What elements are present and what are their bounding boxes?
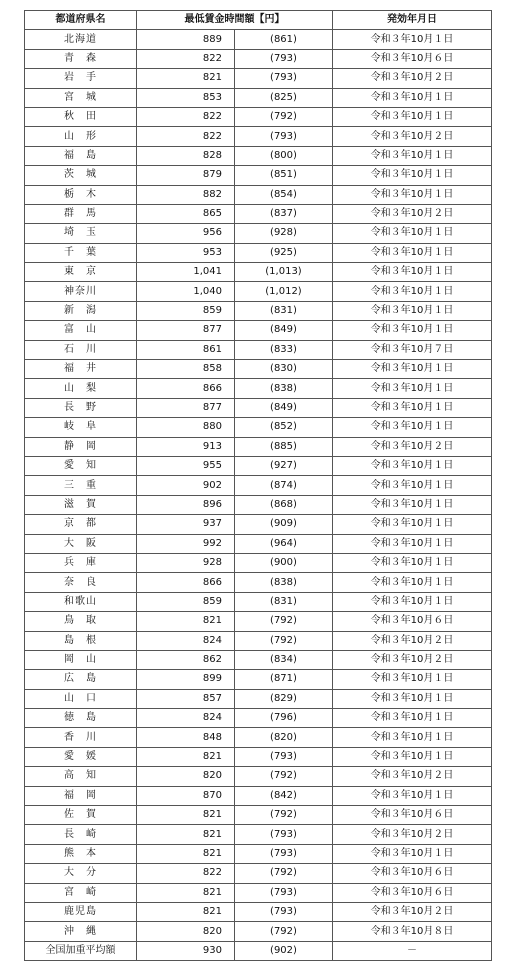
table-row <box>25 243 492 262</box>
table-row <box>25 69 492 88</box>
wage-cell: 882 <box>137 185 235 204</box>
prefecture-cell: 和歌山 <box>25 592 137 611</box>
prefecture-cell: 千 葉 <box>25 243 137 262</box>
prefecture-cell: 愛 知 <box>25 456 137 475</box>
prefecture-cell: 愛 媛 <box>25 747 137 766</box>
previous-wage-cell: (792) <box>235 612 333 631</box>
effective-date-cell: 令和３年10月２日 <box>333 204 492 223</box>
prefecture-cell: 福 井 <box>25 360 137 379</box>
prefecture-cell: 島 根 <box>25 631 137 650</box>
previous-wage-cell: (925) <box>235 243 333 262</box>
wage-cell: 820 <box>137 922 235 941</box>
table-row <box>25 612 492 631</box>
previous-wage-cell: (793) <box>235 825 333 844</box>
table-row <box>25 941 492 960</box>
prefecture-cell: 岩 手 <box>25 69 137 88</box>
prefecture-cell: 福 岡 <box>25 786 137 805</box>
effective-date-cell: 令和３年10月１日 <box>333 456 492 475</box>
previous-wage-cell: (861) <box>235 30 333 49</box>
effective-date-cell: 令和３年10月６日 <box>333 806 492 825</box>
table-row <box>25 301 492 320</box>
wage-cell: 821 <box>137 825 235 844</box>
effective-date-cell: 令和３年10月６日 <box>333 612 492 631</box>
wage-cell: 824 <box>137 631 235 650</box>
table-row <box>25 437 492 456</box>
effective-date-cell: 令和３年10月１日 <box>333 747 492 766</box>
header-row <box>25 11 492 30</box>
table-row <box>25 592 492 611</box>
wage-cell: 820 <box>137 767 235 786</box>
table-row <box>25 825 492 844</box>
wage-cell: 1,040 <box>137 282 235 301</box>
table-row <box>25 476 492 495</box>
previous-wage-cell: (927) <box>235 456 333 475</box>
effective-date-cell: 令和３年10月６日 <box>333 883 492 902</box>
wage-cell: 955 <box>137 456 235 475</box>
wage-cell: 877 <box>137 321 235 340</box>
previous-wage-cell: (838) <box>235 379 333 398</box>
prefecture-cell: 岡 山 <box>25 650 137 669</box>
previous-wage-cell: (838) <box>235 573 333 592</box>
previous-wage-cell: (964) <box>235 534 333 553</box>
table-row <box>25 418 492 437</box>
effective-date-cell: 令和３年10月１日 <box>333 282 492 301</box>
effective-date-cell: 令和３年10月６日 <box>333 49 492 68</box>
wage-cell: 861 <box>137 340 235 359</box>
wage-cell: 822 <box>137 107 235 126</box>
prefecture-cell: 長 野 <box>25 398 137 417</box>
wage-cell: 857 <box>137 689 235 708</box>
header-effective-date: 発効年月日 <box>333 11 492 30</box>
previous-wage-cell: (851) <box>235 166 333 185</box>
effective-date-cell: 令和３年10月１日 <box>333 689 492 708</box>
prefecture-cell: 宮 城 <box>25 88 137 107</box>
previous-wage-cell: (792) <box>235 864 333 883</box>
wage-cell: 866 <box>137 379 235 398</box>
table-row <box>25 204 492 223</box>
table-row <box>25 263 492 282</box>
prefecture-cell: 青 森 <box>25 49 137 68</box>
previous-wage-cell: (849) <box>235 321 333 340</box>
prefecture-cell: 兵 庫 <box>25 553 137 572</box>
wage-cell: 953 <box>137 243 235 262</box>
table-row <box>25 534 492 553</box>
effective-date-cell: 令和３年10月１日 <box>333 166 492 185</box>
previous-wage-cell: (842) <box>235 786 333 805</box>
prefecture-cell: 大 分 <box>25 864 137 883</box>
wage-cell: 928 <box>137 553 235 572</box>
table-row <box>25 515 492 534</box>
effective-date-cell: 令和３年10月１日 <box>333 495 492 514</box>
wage-cell: 913 <box>137 437 235 456</box>
prefecture-cell: 高 知 <box>25 767 137 786</box>
effective-date-cell: 令和３年10月１日 <box>333 30 492 49</box>
effective-date-cell: 令和３年10月１日 <box>333 263 492 282</box>
previous-wage-cell: (849) <box>235 398 333 417</box>
prefecture-cell: 沖 縄 <box>25 922 137 941</box>
effective-date-cell: － <box>333 941 492 960</box>
wage-cell: 930 <box>137 941 235 960</box>
effective-date-cell: 令和３年10月２日 <box>333 825 492 844</box>
effective-date-cell: 令和３年10月８日 <box>333 922 492 941</box>
previous-wage-cell: (1,012) <box>235 282 333 301</box>
table-row <box>25 728 492 747</box>
previous-wage-cell: (902) <box>235 941 333 960</box>
prefecture-cell: 全国加重平均額 <box>25 941 137 960</box>
table-row <box>25 747 492 766</box>
prefecture-cell: 東 京 <box>25 263 137 282</box>
previous-wage-cell: (852) <box>235 418 333 437</box>
wage-cell: 889 <box>137 30 235 49</box>
previous-wage-cell: (800) <box>235 146 333 165</box>
previous-wage-cell: (793) <box>235 69 333 88</box>
previous-wage-cell: (885) <box>235 437 333 456</box>
wage-cell: 879 <box>137 166 235 185</box>
table-row <box>25 670 492 689</box>
table-header <box>25 11 492 30</box>
prefecture-cell: 北海道 <box>25 30 137 49</box>
wage-cell: 880 <box>137 418 235 437</box>
table-row <box>25 806 492 825</box>
table-row <box>25 883 492 902</box>
wage-cell: 821 <box>137 69 235 88</box>
previous-wage-cell: (834) <box>235 650 333 669</box>
table-row <box>25 379 492 398</box>
previous-wage-cell: (871) <box>235 670 333 689</box>
prefecture-cell: 広 島 <box>25 670 137 689</box>
header-prefecture: 都道府県名 <box>25 11 137 30</box>
prefecture-cell: 神奈川 <box>25 282 137 301</box>
effective-date-cell: 令和３年10月１日 <box>333 592 492 611</box>
wage-cell: 821 <box>137 612 235 631</box>
previous-wage-cell: (825) <box>235 88 333 107</box>
effective-date-cell: 令和３年10月１日 <box>333 728 492 747</box>
wage-cell: 896 <box>137 495 235 514</box>
effective-date-cell: 令和３年10月７日 <box>333 340 492 359</box>
prefecture-cell: 熊 本 <box>25 844 137 863</box>
effective-date-cell: 令和３年10月１日 <box>333 379 492 398</box>
previous-wage-cell: (900) <box>235 553 333 572</box>
prefecture-cell: 山 口 <box>25 689 137 708</box>
prefecture-cell: 長 崎 <box>25 825 137 844</box>
table-row <box>25 864 492 883</box>
effective-date-cell: 令和３年10月１日 <box>333 786 492 805</box>
wage-cell: 862 <box>137 650 235 669</box>
prefecture-cell: 茨 城 <box>25 166 137 185</box>
prefecture-cell: 徳 島 <box>25 709 137 728</box>
wage-cell: 848 <box>137 728 235 747</box>
wage-cell: 866 <box>137 573 235 592</box>
previous-wage-cell: (793) <box>235 747 333 766</box>
effective-date-cell: 令和３年10月１日 <box>333 553 492 572</box>
prefecture-cell: 京 都 <box>25 515 137 534</box>
wage-cell: 821 <box>137 806 235 825</box>
prefecture-cell: 山 梨 <box>25 379 137 398</box>
table-row <box>25 456 492 475</box>
wage-cell: 821 <box>137 883 235 902</box>
wage-cell: 821 <box>137 747 235 766</box>
previous-wage-cell: (793) <box>235 844 333 863</box>
effective-date-cell: 令和３年10月１日 <box>333 107 492 126</box>
prefecture-cell: 鹿児島 <box>25 902 137 921</box>
wage-cell: 822 <box>137 864 235 883</box>
table-row <box>25 49 492 68</box>
previous-wage-cell: (792) <box>235 922 333 941</box>
table-row <box>25 922 492 941</box>
wage-cell: 956 <box>137 224 235 243</box>
previous-wage-cell: (792) <box>235 631 333 650</box>
table-row <box>25 224 492 243</box>
previous-wage-cell: (837) <box>235 204 333 223</box>
wage-cell: 859 <box>137 301 235 320</box>
effective-date-cell: 令和３年10月２日 <box>333 631 492 650</box>
previous-wage-cell: (793) <box>235 49 333 68</box>
table-row <box>25 185 492 204</box>
previous-wage-cell: (792) <box>235 107 333 126</box>
previous-wage-cell: (820) <box>235 728 333 747</box>
effective-date-cell: 令和３年10月１日 <box>333 185 492 204</box>
prefecture-cell: 埼 玉 <box>25 224 137 243</box>
previous-wage-cell: (829) <box>235 689 333 708</box>
effective-date-cell: 令和３年10月２日 <box>333 437 492 456</box>
wage-cell: 1,041 <box>137 263 235 282</box>
table-row <box>25 767 492 786</box>
table-row <box>25 166 492 185</box>
table-body <box>25 30 492 961</box>
prefecture-cell: 石 川 <box>25 340 137 359</box>
previous-wage-cell: (831) <box>235 592 333 611</box>
table-row <box>25 30 492 49</box>
effective-date-cell: 令和３年10月１日 <box>333 88 492 107</box>
effective-date-cell: 令和３年10月１日 <box>333 418 492 437</box>
effective-date-cell: 令和３年10月２日 <box>333 767 492 786</box>
table-row <box>25 786 492 805</box>
table-row <box>25 689 492 708</box>
table-row <box>25 88 492 107</box>
wage-cell: 902 <box>137 476 235 495</box>
wage-cell: 822 <box>137 127 235 146</box>
previous-wage-cell: (793) <box>235 902 333 921</box>
effective-date-cell: 令和３年10月１日 <box>333 243 492 262</box>
previous-wage-cell: (874) <box>235 476 333 495</box>
effective-date-cell: 令和３年10月２日 <box>333 69 492 88</box>
effective-date-cell: 令和３年10月６日 <box>333 864 492 883</box>
wage-cell: 822 <box>137 49 235 68</box>
prefecture-cell: 奈 良 <box>25 573 137 592</box>
wage-cell: 828 <box>137 146 235 165</box>
wage-cell: 821 <box>137 844 235 863</box>
prefecture-cell: 三 重 <box>25 476 137 495</box>
prefecture-cell: 大 阪 <box>25 534 137 553</box>
prefecture-cell: 栃 木 <box>25 185 137 204</box>
previous-wage-cell: (831) <box>235 301 333 320</box>
wage-cell: 824 <box>137 709 235 728</box>
effective-date-cell: 令和３年10月２日 <box>333 650 492 669</box>
prefecture-cell: 秋 田 <box>25 107 137 126</box>
wage-cell: 877 <box>137 398 235 417</box>
prefecture-cell: 佐 賀 <box>25 806 137 825</box>
wage-cell: 870 <box>137 786 235 805</box>
previous-wage-cell: (928) <box>235 224 333 243</box>
wage-cell: 821 <box>137 902 235 921</box>
prefecture-cell: 群 馬 <box>25 204 137 223</box>
prefecture-cell: 静 岡 <box>25 437 137 456</box>
effective-date-cell: 令和３年10月１日 <box>333 224 492 243</box>
prefecture-cell: 鳥 取 <box>25 612 137 631</box>
wage-cell: 899 <box>137 670 235 689</box>
header-wage: 最低賃金時間額【円】 <box>137 11 333 30</box>
prefecture-cell: 福 島 <box>25 146 137 165</box>
table-row <box>25 495 492 514</box>
table-row <box>25 631 492 650</box>
table-row <box>25 340 492 359</box>
previous-wage-cell: (793) <box>235 127 333 146</box>
minimum-wage-table <box>24 10 492 961</box>
table-row <box>25 360 492 379</box>
effective-date-cell: 令和３年10月１日 <box>333 573 492 592</box>
effective-date-cell: 令和３年10月１日 <box>333 360 492 379</box>
effective-date-cell: 令和３年10月１日 <box>333 670 492 689</box>
prefecture-cell: 新 潟 <box>25 301 137 320</box>
prefecture-cell: 富 山 <box>25 321 137 340</box>
table-row <box>25 146 492 165</box>
previous-wage-cell: (1,013) <box>235 263 333 282</box>
wage-cell: 937 <box>137 515 235 534</box>
previous-wage-cell: (793) <box>235 883 333 902</box>
table-row <box>25 844 492 863</box>
effective-date-cell: 令和３年10月１日 <box>333 844 492 863</box>
wage-cell: 992 <box>137 534 235 553</box>
effective-date-cell: 令和３年10月１日 <box>333 398 492 417</box>
previous-wage-cell: (909) <box>235 515 333 534</box>
wage-cell: 858 <box>137 360 235 379</box>
previous-wage-cell: (833) <box>235 340 333 359</box>
table-row <box>25 127 492 146</box>
prefecture-cell: 滋 賀 <box>25 495 137 514</box>
previous-wage-cell: (868) <box>235 495 333 514</box>
prefecture-cell: 山 形 <box>25 127 137 146</box>
effective-date-cell: 令和３年10月１日 <box>333 515 492 534</box>
effective-date-cell: 令和３年10月１日 <box>333 301 492 320</box>
effective-date-cell: 令和３年10月２日 <box>333 902 492 921</box>
wage-cell: 865 <box>137 204 235 223</box>
wage-cell: 853 <box>137 88 235 107</box>
table-row <box>25 573 492 592</box>
prefecture-cell: 宮 崎 <box>25 883 137 902</box>
table-row <box>25 282 492 301</box>
table-row <box>25 553 492 572</box>
previous-wage-cell: (792) <box>235 806 333 825</box>
effective-date-cell: 令和３年10月１日 <box>333 321 492 340</box>
table-row <box>25 709 492 728</box>
table-row <box>25 321 492 340</box>
previous-wage-cell: (796) <box>235 709 333 728</box>
table-row <box>25 650 492 669</box>
effective-date-cell: 令和３年10月２日 <box>333 127 492 146</box>
previous-wage-cell: (830) <box>235 360 333 379</box>
table-row <box>25 107 492 126</box>
effective-date-cell: 令和３年10月１日 <box>333 709 492 728</box>
prefecture-cell: 香 川 <box>25 728 137 747</box>
effective-date-cell: 令和３年10月１日 <box>333 534 492 553</box>
prefecture-cell: 岐 阜 <box>25 418 137 437</box>
wage-cell: 859 <box>137 592 235 611</box>
previous-wage-cell: (854) <box>235 185 333 204</box>
table-row <box>25 902 492 921</box>
previous-wage-cell: (792) <box>235 767 333 786</box>
effective-date-cell: 令和３年10月１日 <box>333 476 492 495</box>
effective-date-cell: 令和３年10月１日 <box>333 146 492 165</box>
table-row <box>25 398 492 417</box>
